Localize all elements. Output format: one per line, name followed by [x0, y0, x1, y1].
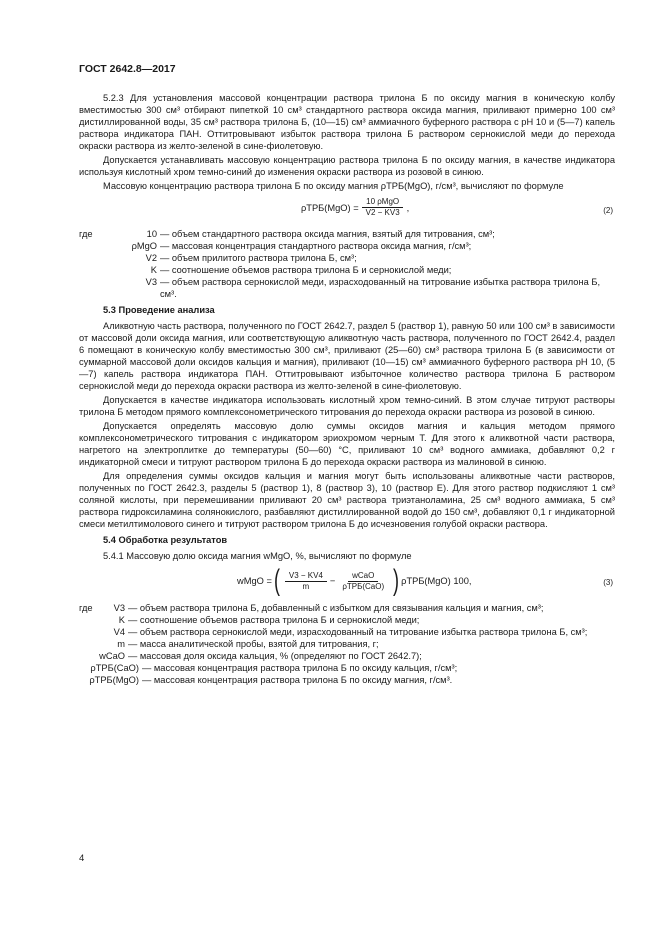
paragraph-5-3-d: Для определения суммы оксидов кальция и магния могут быть использованы аликвотные части растворов, полученных по ГОСТ 2642.3, разделы 5 (раствор 1), 8 (раствор 3), 10 (раствор Е). Для этого раствор подкисляют 1 см³ соляной кислоты, при перемешивании приливают 20 см³ раствора триэтаноламина, 25 см³ водного аммиака, 5 см³ раствора гидроксиламина солянокислого, разбавляют дистиллированной водой до 150 см³, добавляют 0,1 г индикаторной смеси метилтимолового синего и титруют раствором трилона Б до исчезновения голубой окраски раствора.: [79, 471, 615, 529]
definition-row: [79, 276, 615, 300]
definition-row: [79, 662, 615, 674]
definition-text: — соотношение объемов раствора трилона Б и сернокислой меди;: [128, 615, 420, 625]
definition-symbol: ρТРБ(CaO): [90, 663, 139, 673]
definition-row: [79, 264, 615, 276]
definition-symbol: V3: [145, 277, 157, 287]
definition-row: [79, 602, 615, 614]
paragraph-5-4-1: 5.4.1 Массовую долю оксида магния wMgO, %, вычисляют по формуле: [103, 551, 412, 561]
formula-3-minus: −: [329, 576, 336, 586]
definition-row: [79, 638, 615, 650]
definition-text: — массовая концентрация раствора трилона Б по оксиду кальция, г/см³;: [142, 663, 458, 673]
document-header: ГОСТ 2642.8—2017: [79, 63, 176, 75]
definition-symbol: m: [117, 639, 125, 649]
formula-3-fraction-2: [338, 571, 388, 592]
definition-symbol: V4: [113, 627, 125, 637]
paragraph-calc-intro: Массовую концентрацию раствора трилона Б по оксиду магния ρТРБ(MgO), г/см³, вычисляют по формуле: [103, 181, 564, 191]
definition-lead: [79, 650, 95, 662]
formula-2-numerator: 10 ρMgO: [362, 197, 403, 208]
formula-3-fraction-1-denominator: m: [302, 581, 310, 591]
definition-lead: [79, 252, 111, 264]
open-paren-icon: (: [273, 564, 280, 597]
definition-lead: [79, 614, 95, 626]
formula-3-lhs: wMgO =: [237, 576, 272, 586]
formula-3-fraction-2-denominator: ρТРБ(CaO): [342, 581, 385, 591]
definition-lead: [79, 276, 111, 300]
definition-text: — объем раствора трилона Б, добавленный с избытком для связывания кальция и магния, см³;: [128, 603, 544, 613]
definition-row: [79, 614, 615, 626]
formula-3-fraction-1-numerator: V3 − KV4: [285, 571, 327, 582]
definition-lead: [79, 264, 111, 276]
formula-3: [79, 565, 615, 599]
definition-symbol: K: [150, 265, 157, 275]
paragraph-5-3-a: Аликвотную часть раствора, полученного по ГОСТ 2642.7, раздел 5 (раствор 1), равную 50 или 100 см³ в зависимости от массовой доли оксида магния, или соответствующую аликвотную часть раствора, полученного по ГОСТ 2642.4, раздел 6 помещают в коническую колбу вместимостью 300 см³, приливают (25—60) см³ раствора трилона Б (в зависимости от суммарной массовой доли оксидов кальция и магния), приливают (10—15) см³ аммиачного буферного раствора рН 10, (5—7) капель раствора индикатора ПАН. Оттитровывают избыточное количество раствора трилона Б раствором сернокислой меди до перехода окраски раствора из желто-зеленой в сине-фиолетовую.: [79, 321, 615, 391]
page-number: 4: [79, 853, 85, 864]
definition-text: — массовая концентрация раствора трилона Б по оксиду магния, г/см³.: [142, 675, 453, 685]
paragraph-allow-chrome-indicator: Допускается устанавливать массовую концентрацию раствора трилона Б по оксиду магния, в качестве индикатора используя кислотный хром темно-синий до изменения окраски раствора из розовой в синюю.: [79, 155, 615, 177]
definition-text: — соотношение объемов раствора трилона Б и сернокислой меди;: [160, 265, 452, 275]
definition-lead: [79, 626, 95, 638]
definition-text: — объем стандартного раствора оксида магния, взятый для титрования, см³;: [160, 229, 495, 239]
formula-3-tail: ρТРБ(MgO) 100,: [401, 576, 472, 586]
definition-symbol: ρMgO: [131, 241, 157, 251]
definition-row: [79, 626, 615, 638]
formula-2-number: (2): [603, 206, 613, 215]
definition-symbol: V3: [113, 603, 125, 613]
formula-2-fraction: [362, 197, 404, 218]
definition-text: — объем прилитого раствора трилона Б, см³;: [160, 253, 357, 263]
document-body: [79, 92, 615, 688]
definition-row: [79, 252, 615, 264]
formula-3-definitions: [79, 602, 615, 686]
paragraph-5-2-3: 5.2.3 Для установления массовой концентрации раствора трилона Б по оксиду магния в коническую колбу вместимостью 300 см³ отбирают пипеткой 10 см³ стандартного раствора оксида магния, приливают примерно 100 см³ дистиллированной воды, 35 см³ раствора трилона Б, (10—15) см³ аммиачного буферного раствора с рН 10 и (5—7) капель раствора индикатора ПАН. Оттитровывают избыток раствора трилона Б раствором сернокислой меди до перехода окраски раствора из желто-зеленой в сине-фиолетовую.: [79, 93, 615, 151]
definition-text: — масса аналитической пробы, взятой для титрования, г;: [128, 639, 379, 649]
formula-3-fraction-2-numerator: wCaO: [348, 571, 378, 582]
section-heading-5-4: 5.4 Обработка результатов: [103, 535, 228, 545]
formula-2-definitions: [79, 228, 615, 300]
section-heading-5-3: 5.3 Проведение анализа: [103, 305, 215, 315]
definition-symbol: 10: [146, 229, 157, 239]
formula-3-fraction-1: [285, 571, 327, 592]
formula-2: [79, 195, 615, 225]
paragraph-5-3-c: Допускается определять массовую долю суммы оксидов магния и кальция методом прямого комплексонометрического титрования с индикатором эриохромом черным Т. Для этого к аликвотной части раствора, нагретого на электроплитке до температуры (50—60) °С, приливают 10 см³ водного аммиака, добавляют 0,2 г индикаторной смеси и титруют раствором трилона Б до перехода окраски раствора из малиновой в синюю.: [79, 421, 615, 467]
formula-2-denominator: V2 − KV3: [365, 208, 400, 217]
definition-lead: где: [79, 229, 93, 239]
definition-lead: где: [79, 603, 93, 613]
definition-lead: [79, 638, 95, 650]
definition-symbol: V2: [145, 253, 157, 263]
definition-text: — массовая доля оксида кальция, % (определяют по ГОСТ 2642.7);: [128, 651, 422, 661]
definition-symbol: ρТРБ(MgO): [89, 675, 139, 685]
definition-row: [79, 650, 615, 662]
definition-row: [79, 674, 615, 686]
definition-row: [79, 228, 615, 240]
definition-text: — массовая концентрация стандартного раствора оксида магния, г/см³;: [160, 241, 472, 251]
definition-row: [79, 240, 615, 252]
formula-3-number: (3): [603, 578, 613, 587]
definition-symbol: K: [118, 615, 125, 625]
close-paren-icon: ): [393, 564, 400, 597]
definition-lead: [79, 240, 111, 252]
formula-2-tail: ,: [406, 202, 410, 213]
paragraph-5-3-b: Допускается в качестве индикатора использовать кислотный хром темно-синий. В этом случае титруют растворы трилона Б методом прямого комплексонометрического титрования до перехода окраски раствора из розовой в синюю.: [79, 395, 615, 417]
definition-text: — объем раствора сернокислой меди, израсходованный на титрование избытка раствора трилона Б, см³.: [160, 277, 601, 299]
definition-symbol: wCaO: [99, 651, 125, 661]
definition-text: — объем раствора сернокислой меди, израсходованный на титрование избытка раствора трилона Б, см³;: [128, 627, 588, 637]
formula-2-lhs: ρТРБ(MgO) =: [301, 202, 359, 213]
